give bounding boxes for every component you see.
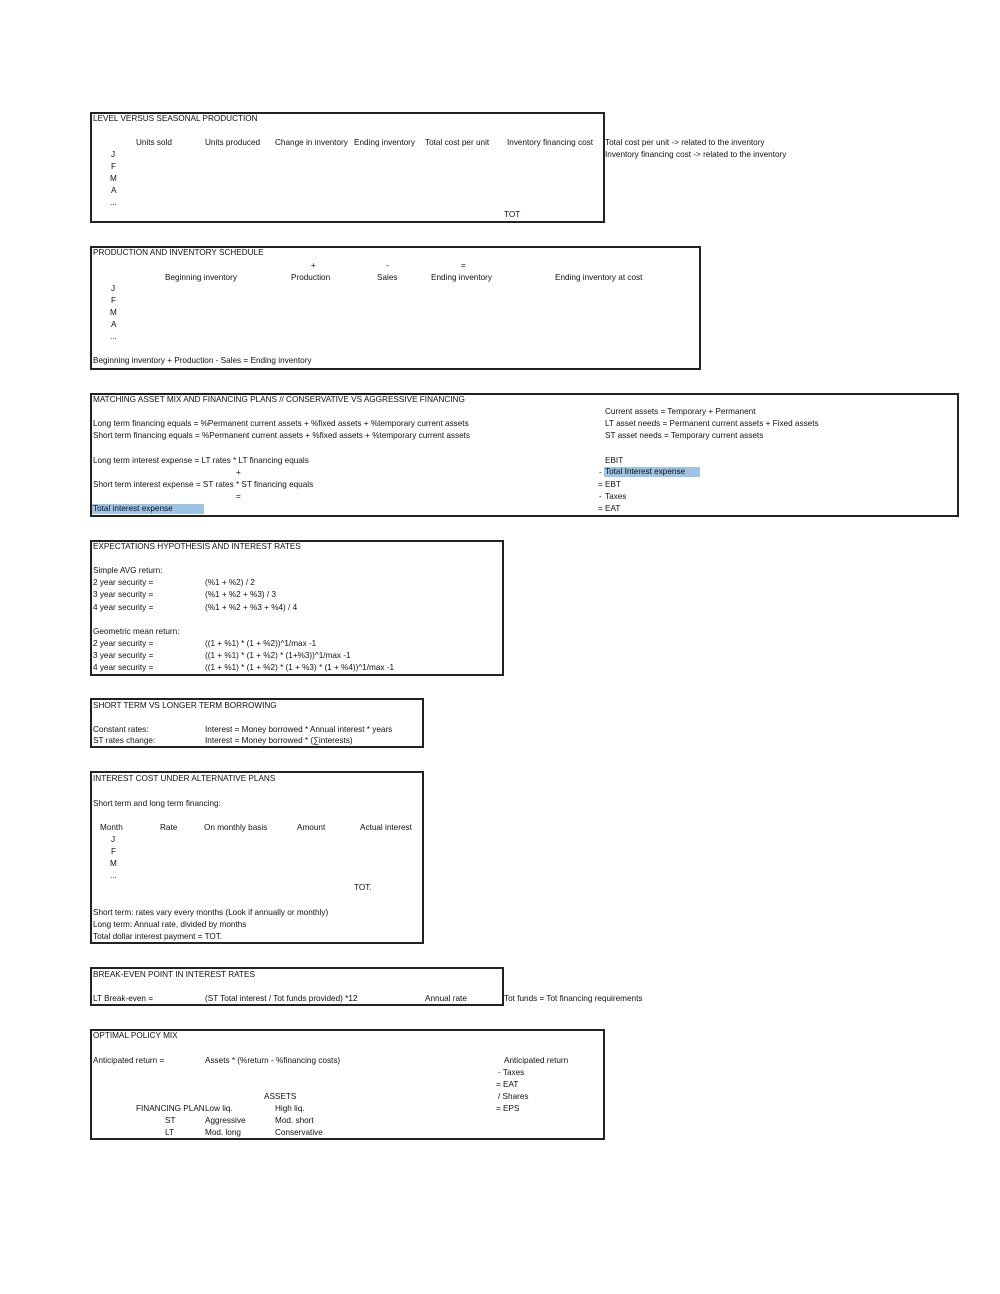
formula: Interest = Money borrowed * (∑interests): [205, 736, 353, 745]
security-label: 3 year security =: [93, 651, 154, 660]
formula: Assets * (%return - %financing costs): [205, 1056, 341, 1065]
col-header: Ending inventory: [354, 138, 415, 147]
row-label: M: [110, 174, 117, 183]
security-label: 3 year security =: [93, 590, 154, 599]
section-title: MATCHING ASSET MIX AND FINANCING PLANS // CONSERVATIVE VS AGGRESSIVE FINANCING: [93, 395, 465, 404]
lt-financing: Long term financing equals = %Permanent current assets + %fixed assets + %temporary current assets: [93, 419, 469, 428]
formula: (ST Total interest / Tot funds provided) *12: [205, 994, 358, 1003]
note: Long term: Annual rate, divided by months: [93, 920, 247, 929]
section-title: SHORT TERM VS LONGER TERM BORROWING: [93, 701, 277, 710]
lt-interest: Long term interest expense = LT rates * LT financing equals: [93, 456, 309, 465]
side-note: Total cost per unit -> related to the inventory: [605, 138, 765, 147]
col-header: Beginning inventory: [165, 273, 237, 282]
col-header: Ending inventory at cost: [555, 273, 643, 282]
section-title: EXPECTATIONS HYPOTHESIS AND INTEREST RATES: [93, 542, 301, 551]
col-header: Amount: [297, 823, 326, 832]
operator: +: [311, 261, 316, 270]
operator: =: [461, 261, 466, 270]
col-header: High liq.: [275, 1104, 305, 1113]
matrix-cell: Mod. long: [205, 1128, 241, 1137]
total-label: TOT: [504, 210, 521, 219]
level-vs-seasonal-box: [90, 112, 605, 223]
row-label: LT: [165, 1128, 174, 1137]
st-interest: Short term interest expense = ST rates * ST financing equals: [93, 480, 314, 489]
formula: ((1 + %1) * (1 + %2) * (1 + %3) * (1 + %4))^1/max -1: [205, 663, 395, 672]
break-even-label: LT Break-even =: [93, 994, 153, 1003]
formula: ((1 + %1) * (1 + %2) * (1+%3))^1/max -1: [205, 651, 351, 660]
row-label: M: [110, 859, 117, 868]
col-header: Low liq.: [205, 1104, 233, 1113]
total-interest-expense-highlight: Total Interest expense: [604, 467, 700, 477]
formula: Interest = Money borrowed * Annual interest * years: [205, 725, 393, 734]
row-label: A: [111, 186, 117, 195]
income-line: Taxes: [605, 492, 627, 501]
subheading: Simple AVG return:: [93, 566, 163, 575]
income-op: =: [598, 504, 603, 513]
formula: (%1 + %2) / 2: [205, 578, 255, 587]
income-line: EAT: [605, 504, 621, 513]
security-label: 4 year security =: [93, 603, 154, 612]
row-label: F: [111, 296, 117, 305]
col-header: On monthly basis: [204, 823, 268, 832]
matrix-cell: Mod. short: [275, 1116, 314, 1125]
col-header: Units produced: [205, 138, 261, 147]
section-title: LEVEL VERSUS SEASONAL PRODUCTION: [93, 114, 258, 123]
note: Total dollar interest payment = TOT.: [93, 932, 223, 941]
asset-note: Current assets = Temporary + Permanent: [605, 407, 756, 416]
anticipated-return-label: Anticipated return =: [93, 1056, 165, 1065]
income-op: =: [598, 480, 603, 489]
row-label: M: [110, 308, 117, 317]
formula: ((1 + %1) * (1 + %2))^1/max -1: [205, 639, 317, 648]
col-header: Units sold: [136, 138, 172, 147]
subheading: Short term and long term financing:: [93, 799, 221, 808]
col-header: Change in inventory: [275, 138, 348, 147]
formula-footer: Beginning inventory + Production - Sales = Ending inventory: [93, 356, 312, 365]
production-schedule-box: [90, 246, 701, 370]
assets-header: ASSETS: [264, 1092, 297, 1101]
row-label: ...: [110, 871, 117, 880]
row-label: J: [111, 835, 116, 844]
col-header: Inventory financing cost: [507, 138, 594, 147]
asset-note: LT asset needs = Permanent current assets + Fixed assets: [605, 419, 819, 428]
formula: (%1 + %2 + %3) / 3: [205, 590, 276, 599]
row-label: ST: [165, 1116, 176, 1125]
annual-rate: Annual rate: [425, 994, 467, 1003]
income-line: EBT: [605, 480, 621, 489]
subheading: Geometric mean return:: [93, 627, 180, 636]
operator: =: [236, 492, 241, 501]
formula: (%1 + %2 + %3 + %4) / 4: [205, 603, 298, 612]
operator: +: [236, 468, 241, 477]
return-line: = EAT: [496, 1080, 519, 1089]
total-label: TOT.: [354, 883, 372, 892]
security-label: 2 year security =: [93, 578, 154, 587]
security-label: 2 year security =: [93, 639, 154, 648]
asset-note: ST asset needs = Temporary current assets: [605, 431, 764, 440]
return-line: = EPS: [496, 1104, 520, 1113]
total-interest-highlight: Total interest expense: [92, 504, 204, 514]
row-label: ...: [110, 332, 117, 341]
income-op: -: [599, 492, 602, 501]
col-header: Rate: [160, 823, 178, 832]
note: Short term: rates vary every months (Look if annually or monthly): [93, 908, 329, 917]
row-label: J: [111, 150, 116, 159]
asset-mix-box: [90, 393, 959, 517]
side-note: Tot funds = Tot financing requirements: [504, 994, 643, 1003]
st-financing: Short term financing equals = %Permanent current assets + %fixed assets + %temporary current assets: [93, 431, 471, 440]
return-line: - Taxes: [498, 1068, 525, 1077]
security-label: 4 year security =: [93, 663, 154, 672]
matrix-cell: Aggressive: [205, 1116, 246, 1125]
row-label: ...: [110, 198, 117, 207]
row-label: A: [111, 320, 117, 329]
return-line: / Shares: [498, 1092, 529, 1101]
section-title: OPTIMAL POLICY MIX: [93, 1031, 178, 1040]
operator: -: [386, 261, 389, 270]
section-title: BREAK-EVEN POINT IN INTEREST RATES: [93, 970, 255, 979]
row-label: F: [111, 847, 117, 856]
row-label: J: [111, 284, 116, 293]
col-header: Sales: [377, 273, 398, 282]
rate-label: ST rates change:: [93, 736, 156, 745]
col-header: Month: [100, 823, 123, 832]
side-note: Inventory financing cost -> related to the inventory: [605, 150, 787, 159]
matrix-cell: Conservative: [275, 1128, 323, 1137]
col-header: Actual interest: [360, 823, 412, 832]
return-line: Anticipated return: [504, 1056, 569, 1065]
section-title: PRODUCTION AND INVENTORY SCHEDULE: [93, 248, 264, 257]
income-op: -: [599, 468, 602, 477]
col-header: Ending inventory: [431, 273, 492, 282]
col-header: Production: [291, 273, 331, 282]
income-line: EBIT: [605, 456, 624, 465]
section-title: INTEREST COST UNDER ALTERNATIVE PLANS: [93, 774, 276, 783]
rate-label: Constant rates:: [93, 725, 149, 734]
col-header: Total cost per unit: [425, 138, 490, 147]
row-label: F: [111, 162, 117, 171]
financing-plan-header: FINANCING PLAN: [136, 1104, 205, 1113]
interest-cost-box: [90, 771, 424, 944]
